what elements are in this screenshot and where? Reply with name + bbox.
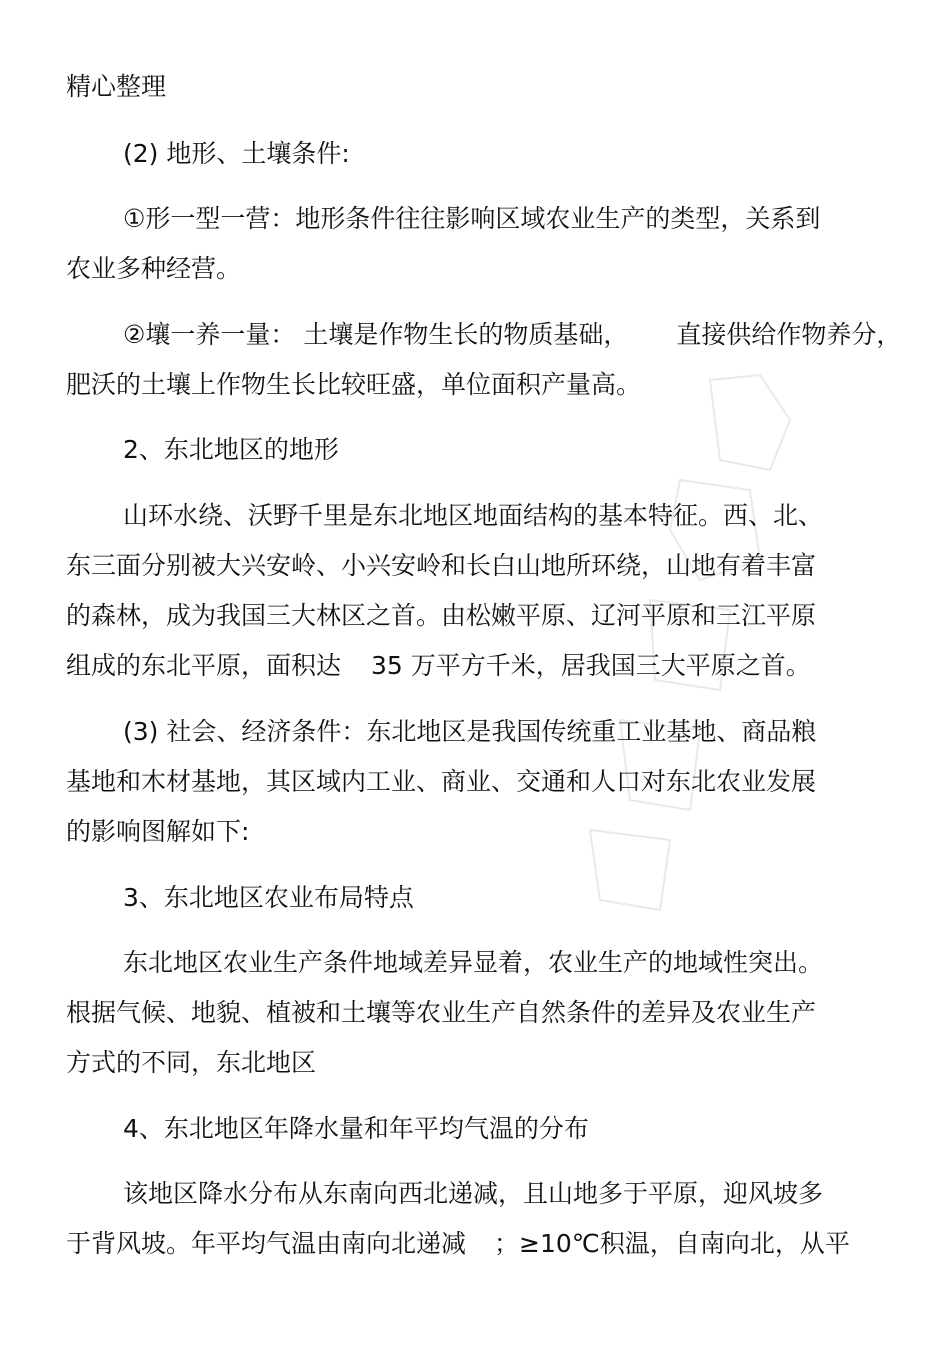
section-heading: 4、东北地区年降水量和年平均气温的分布 — [123, 1114, 589, 1143]
paragraph-line — [66, 1227, 850, 1261]
paragraph-line: (3) 社会、经济条件：东北地区是我国传统重工业基地、商品粮 — [123, 717, 817, 746]
paragraph-segment: 组成的东北平原，面积达 — [66, 651, 342, 680]
paragraph-line: 农业多种经营。 — [66, 254, 242, 283]
paragraph-line: 该地区降水分布从东南向西北递减，且山地多于平原，迎风坡多 — [123, 1179, 824, 1208]
paragraph-line: 方式的不同，东北地区 — [66, 1048, 317, 1077]
paragraph-segment: 35 万平方千米，居我国三大平原之首。 — [371, 651, 811, 680]
paragraph-line: (2) 地形、土壤条件: — [123, 139, 350, 168]
paragraph-segment: 直接供给作物养分， — [676, 320, 902, 349]
paragraph-line: 山环水绕、沃野千里是东北地区地面结构的基本特征。西、北、 — [123, 501, 824, 530]
paragraph-segment: ；≥10℃积温，自南向北，从平 — [494, 1229, 850, 1258]
paragraph-line: 根据气候、地貌、植被和土壤等农业生产自然条件的差异及农业生产 — [66, 998, 817, 1027]
watermark-stamp — [560, 360, 820, 920]
paragraph-line: 肥沃的土壤上作物生长比较旺盛，单位面积产量高。 — [66, 370, 642, 399]
paragraph-line: ①形一型一营：地形条件往往影响区域农业生产的类型，关系到 — [123, 204, 821, 233]
paragraph-line: 基地和木材基地，其区域内工业、商业、交通和人口对东北农业发展 — [66, 767, 817, 796]
paragraph-line: 的森林，成为我国三大林区之首。由松嫩平原、辽河平原和三江平原 — [66, 601, 817, 630]
paragraph-line: 东三面分别被大兴安岭、小兴安岭和长白山地所环绕，山地有着丰富 — [66, 551, 817, 580]
paragraph-segment: ②壤一养一量： 土壤是作物生长的物质基础， — [123, 320, 629, 349]
section-heading: 3、东北地区农业布局特点 — [123, 883, 414, 912]
paragraph-line: 东北地区农业生产条件地域差异显着，农业生产的地域性突出。 — [123, 948, 824, 977]
section-heading: 2、东北地区的地形 — [123, 435, 339, 464]
paragraph-line — [123, 318, 901, 352]
paragraph-segment: 于背风坡。年平均气温由南向北递减 — [66, 1229, 467, 1258]
paragraph-line — [66, 649, 811, 683]
page-header-label: 精心整理 — [66, 72, 167, 101]
paragraph-line: 的影响图解如下: — [66, 817, 250, 846]
